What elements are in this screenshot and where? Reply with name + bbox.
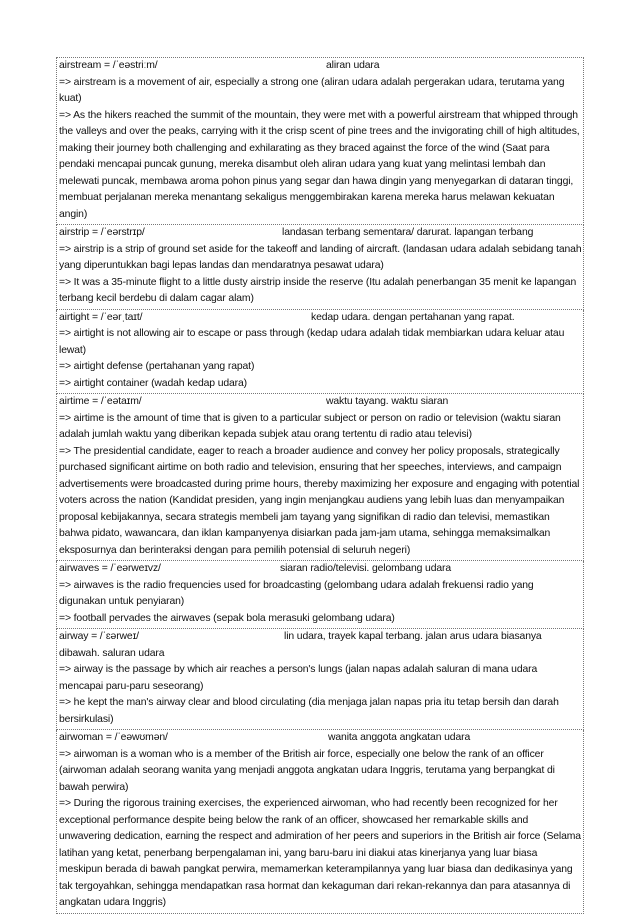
- meaning: kedap udara. dengan pertahanan yang rapat.: [311, 311, 515, 323]
- entry-airwoman: [56, 730, 584, 914]
- meaning: siaran radio/televisi. gelombang udara: [280, 563, 452, 574]
- meaning: landasan terbang sementara/ darurat. lapangan terbang: [282, 227, 534, 238]
- entry-airstream: [56, 57, 584, 225]
- example-line: => airtight container (wadah kedap udara): [59, 377, 248, 389]
- entry-airwaves: [56, 561, 584, 629]
- definition-line: => airwoman is a woman who is a member of the British air force, especially one below the rank of an officer (airwoman adalah seorang wanita yang menjadi anggota angkatan udara Inggris, terutama yang berpangkat di bawah perwira): [59, 748, 555, 793]
- example-line: => During the rigorous training exercises, the experienced airwoman, who had recently been recognized for her exceptional performance despite being below the rank of an officer, showcased her remarkable skills and unwavering dedication, earning the respect and admiration of her peers and superiors in the British air force (Selama latihan yang ketat, penerbang berpengalaman ini, yang baru-baru ini diakui atas kinerjanya yang luar biasa meskipun berada di bawah pangkat perwira, memamerkan keterampilannya yang luar biasa dan dedikasinya yang tak tergoyahkan, sehingga mendapatkan rasa hormat dan kekaguman dari rekan-rekannya dan para atasannya di angkatan udara Inggris): [59, 798, 581, 908]
- entry-head: [59, 394, 582, 411]
- entry-head: [59, 561, 582, 578]
- example-line: => As the hikers reached the summit of the mountain, they were met with a powerful airstream that whipped through the valleys and over the peaks, carrying with it the crisp scent of pine trees and the invigorating chill of high altitudes, making their journey both challenging and exhilarating as they braced against the force of the wind (Saat para pendaki mencapai puncak gunung, mereka disambut oleh aliran udara yang kuat yang melintasi lembah dan melewati puncak, membawa aroma pohon pinus yang segar dan hawa dingin yang menyegarkan di dataran tinggi, membuat perjalanan mereka menantang sekaligus menggembirakan karena mereka harus melawan kekuatan angin): [59, 109, 580, 220]
- entry-head: [59, 730, 582, 747]
- headword: airwoman = /ˈeəwʊmən/: [59, 732, 168, 743]
- definition-line: => airtight is not allowing air to escape or pass through (kedap udara adalah tidak membiarkan udara keluar atau lewat): [59, 328, 565, 356]
- entry-airway: [56, 629, 584, 730]
- example-line: => he kept the man's airway clear and blood circulating (dia menjaga jalan napas pria itu tetap bersih dan darah bersirkulasi): [59, 697, 559, 725]
- example-line: => The presidential candidate, eager to reach a broader audience and convey her policy proposals, strategically purchased significant airtime on both radio and television, ensuring that her speeches, interviews, and campaign advertisements were broadcasted during prime hours, thereby maximizing her exposure and engaging with potential voters across the nation (Kandidat presiden, yang ingin menjangkau audiens yang lebih luas dan menyampaikan proposal kebijakannya, secara strategis membeli jam tayang yang signifikan di radio dan televisi, memastikan bahwa pidato, wawancara, dan iklan kampanyenya disiarkan pada jam-jam utama, sehingga memaksimalkan eksposurnya dan berinteraksi dengan para pemilih potensial di seluruh negeri): [59, 445, 580, 556]
- entry-head: [59, 58, 582, 75]
- headword: airstrip = /ˈeərstrɪp/: [59, 227, 145, 238]
- entry-head: [59, 225, 582, 242]
- meaning: waktu tayang. waktu siaran: [326, 396, 449, 407]
- example-line: => It was a 35-minute flight to a little dusty airstrip inside the reserve (Itu adalah penerbangan 35 menit ke lapangan terbang kecil berdebu di dalam cagar alam): [59, 276, 577, 304]
- meaning: aliran udara: [326, 60, 380, 71]
- example-line: => football pervades the airwaves (sepak bola merasuki gelombang udara): [59, 612, 395, 624]
- headword: airway = /ˈɛərweɪ/: [59, 631, 139, 642]
- definition-line: => airstream is a movement of air, especially a strong one (aliran udara adalah pergerakan udara, terutama yang kuat): [59, 76, 565, 104]
- headword: airtight = /ˈeərˌtaɪt/: [59, 311, 143, 323]
- headword: airwaves = /ˈeərweɪvz/: [59, 563, 161, 574]
- meaning: wanita anggota angkatan udara: [328, 732, 471, 743]
- entry-airstrip: [56, 225, 584, 310]
- definition-line: => airwaves is the radio frequencies used for broadcasting (gelombang udara adalah frekuensi radio yang digunakan untuk penyiaran): [59, 579, 534, 607]
- meaning: lin udara, trayek kapal terbang. jalan arus udara biasanya dibawah. saluran udara: [59, 631, 542, 659]
- example-line: => airtight defense (pertahanan yang rapat): [59, 361, 255, 372]
- definition-line: => airway is the passage by which air reaches a person's lungs (jalan napas adalah saluran di mana udara mencapai paru-paru seseorang): [59, 664, 538, 692]
- entry-airtime: [56, 394, 584, 561]
- glossary-page: [56, 57, 584, 914]
- entry-airtight: [56, 310, 584, 395]
- entry-head: [59, 310, 582, 327]
- headword: airtime = /ˈeətaɪm/: [59, 396, 142, 407]
- entry-head: [59, 629, 582, 662]
- definition-line: => airtime is the amount of time that is given to a particular subject or person on radio or television (waktu siaran adalah jumlah waktu yang diberikan kepada subjek atau orang tertentu di radio atau televisi): [59, 412, 561, 440]
- definition-line: => airstrip is a strip of ground set aside for the takeoff and landing of aircraft. (landasan udara adalah sebidang tanah yang diperuntukkan bagi lepas landas dan mendaratnya pesawat udara): [59, 243, 582, 271]
- headword: airstream = /ˈeəstriːm/: [59, 60, 158, 71]
